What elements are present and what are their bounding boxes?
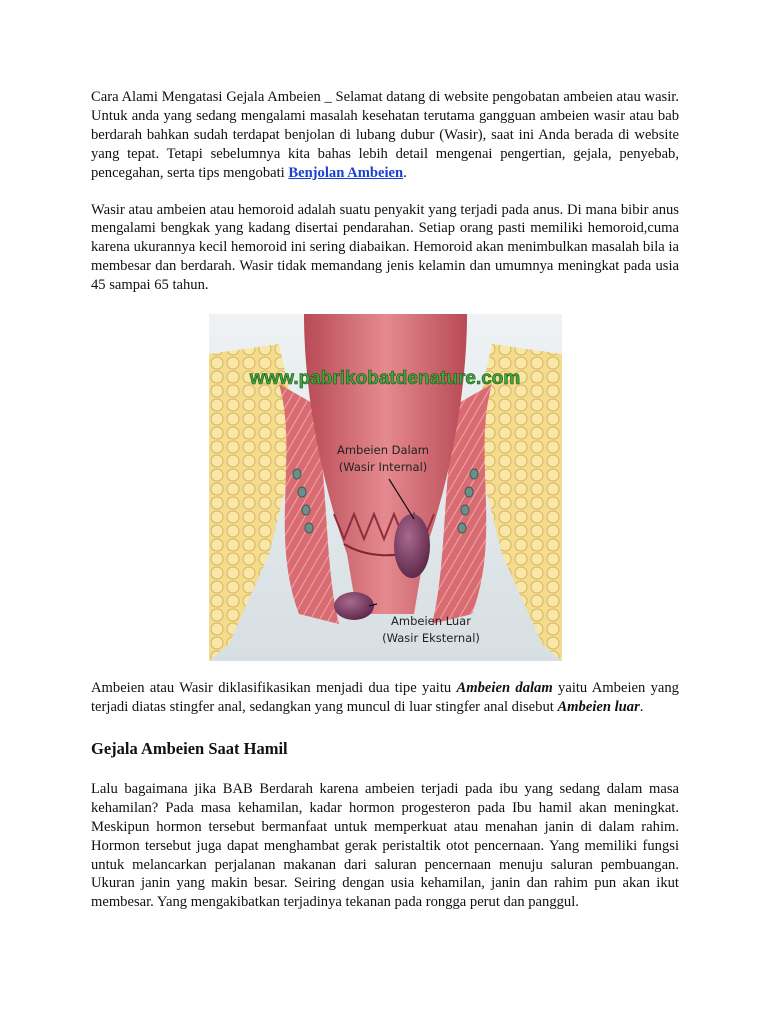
label-internal-title: Ambeien Dalam — [336, 443, 430, 458]
anatomy-diagram — [209, 314, 562, 661]
pregnancy-paragraph: Lalu bagaimana jika BAB Berdarah karena ambeien terjadi pada ibu yang sedang dalam masa kehamilan? Pada masa kehamilan, kadar hormon progesteron pada Ibu hamil akan meningkat. Meskipun hormon tersebut bermanfaat untuk memperkuat atau menahan janin di dalam rahim. Hormon tersebut juga dapat menghambat gerak peristaltik otot pencernaan. Yang memiliki fungsi untuk melancarkan perjalanan makanan dari saluran pencernaan menuju saluran pembuangan. Ukuran janin yang makin besar. Seiring dengan usia kehamilan, janin dan rahim pun akan ikut membesar. Yang mengakibatkan terjadinya tekanan pada rongga perut dan panggul. — [91, 780, 679, 911]
watermark-text: www.pabrikobatdenature.com — [249, 368, 521, 390]
hemorrhoid-illustration — [209, 314, 562, 661]
internal-hemorrhoid — [394, 514, 430, 578]
label-external-title: Ambeien Luar — [391, 614, 471, 629]
label-internal-subtitle: (Wasir Internal) — [338, 460, 428, 475]
intro-paragraph — [91, 88, 679, 183]
definition-paragraph: Wasir atau ambeien atau hemoroid adalah suatu penyakit yang terjadi pada anus. Di mana bibir anus mengalami bengkak yang kadang disertai pendarahan. Setiap orang pasti memiliki hemoroid,cuma karena ukurannya kecil hemoroid ini sering diabaikan. Hemoroid akan menimbulkan masalah bila ia membesar dan berdarah. Wasir tidak memandang jenis kelamin dan umumnya meningkat pada usia 45 sampai 65 tahun. — [91, 201, 679, 294]
article-body — [91, 88, 679, 912]
section-heading: Gejala Ambeien Saat Hamil — [91, 738, 288, 758]
term-ambeien-dalam: Ambeien dalam — [456, 680, 553, 697]
classification-end: . — [639, 698, 644, 715]
external-hemorrhoid — [334, 592, 374, 620]
term-ambeien-luar: Ambeien luar — [557, 698, 640, 715]
classification-text-1: Ambeien atau Wasir diklasifikasikan menjadi dua tipe yaitu — [91, 680, 457, 697]
label-external-subtitle: (Wasir Eksternal) — [382, 631, 480, 646]
classification-paragraph — [91, 679, 679, 717]
classification-text-2: yaitu Ambeien yang terjadi diatas stingfer anal, sedangkan yang muncul di luar stingfer anal disebut — [91, 680, 679, 715]
benjolan-ambeien-link[interactable]: Benjolan Ambeien — [288, 164, 404, 181]
intro-text: Cara Alami Mengatasi Gejala Ambeien _ Selamat datang di website pengobatan ambeien atau wasir. Untuk anda yang sedang mengalami masalah kesehatan terutama gangguan ambeien wasir atau bab berdarah bahkan sudah terdapat benjolan di lubang dubur (Wasir), saat ini Anda berada di website yang tepat. Tetapi sebelumnya kita bahas lebih detail mengenai pengertian, gejala, penyebab, pencegahan, serta tips mengobati — [91, 89, 679, 181]
intro-end: . — [403, 164, 407, 181]
